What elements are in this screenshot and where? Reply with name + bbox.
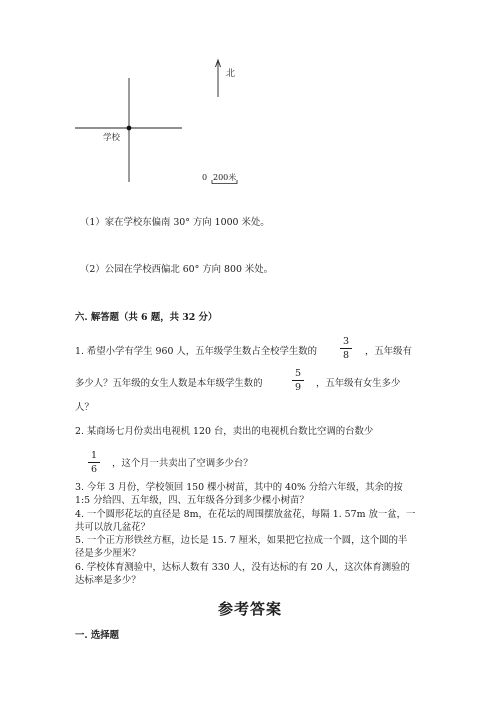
fraction-numerator: 3 [342,336,350,347]
fraction-numerator: 5 [294,368,302,379]
task-2: （2）公园在学校西偏北 60° 方向 800 米处。 [80,264,274,275]
fraction-1-6 [88,450,100,475]
problem-6-line-1: 6. 学校体育测验中，达标人数有 330 人，没有达标的有 20 人，这次体育测验的 [75,562,410,573]
north-label: 北 [226,69,236,79]
section-6-heading: 六. 解答题（共 6 题，共 32 分） [75,312,218,323]
scale-zero-label: 0 [202,173,208,182]
problem-3-line-1: 3. 今年 3 月份，学校领回 150 棵小树苗，其中的 40% 分给六年级，其余的按 [75,482,403,493]
school-label: 学校 [103,133,121,143]
problem-3-line-2: 1:5 分给四、五年级，四、五年级各分到多少棵小树苗？ [75,495,309,506]
problem-2-line-1: 2. 某商场七月份卖出电视机 120 台，卖出的电视机台数比空调的台数少 [75,426,374,437]
fraction-5-9 [292,368,304,393]
fraction-denominator: 9 [294,382,302,393]
fraction-numerator: 1 [90,450,98,461]
problem-1-line-2b: ，五年级有女生多少 [316,378,401,389]
scale-label: 200米 [213,173,237,182]
problem-1-line-1a: 1. 希望小学有学生 960 人，五年级学生数占全校学生数的 [75,346,318,357]
fraction-denominator: 6 [90,464,98,475]
problem-1-line-2a: 多少人？五年级的女生人数是本年级学生数的 [75,378,263,389]
school-point [127,126,132,131]
answers-section-1: 一. 选择题 [75,630,120,641]
map-diagram [0,0,500,200]
task-1: （1）家在学校东偏南 30° 方向 1000 米处。 [80,217,270,228]
answers-title: 参考答案 [217,600,282,618]
fraction-3-8 [340,336,352,361]
problem-2-line-2: ，这个月一共卖出了空调多少台？ [112,458,253,469]
fraction-denominator: 8 [342,350,350,361]
problem-5-line-2: 径是多少厘米？ [75,548,141,559]
problem-4-line-1: 4. 一个圆形花坛的直径是 8m，在花坛的周围摆放盆花，每隔 1. 57m 放一盆，一 [75,509,416,520]
problem-1-line-3: 人？ [75,402,94,413]
problem-1-line-1b: ，五年级有 [365,346,412,357]
problem-4-line-2: 共可以放几盆花？ [75,522,151,533]
problem-5-line-1: 5. 一个正方形铁丝方框，边长是 15. 7 厘米，如果把它拉成一个圆，这个圆的半 [75,535,408,546]
problem-6-line-2: 达标率是多少？ [75,575,141,586]
